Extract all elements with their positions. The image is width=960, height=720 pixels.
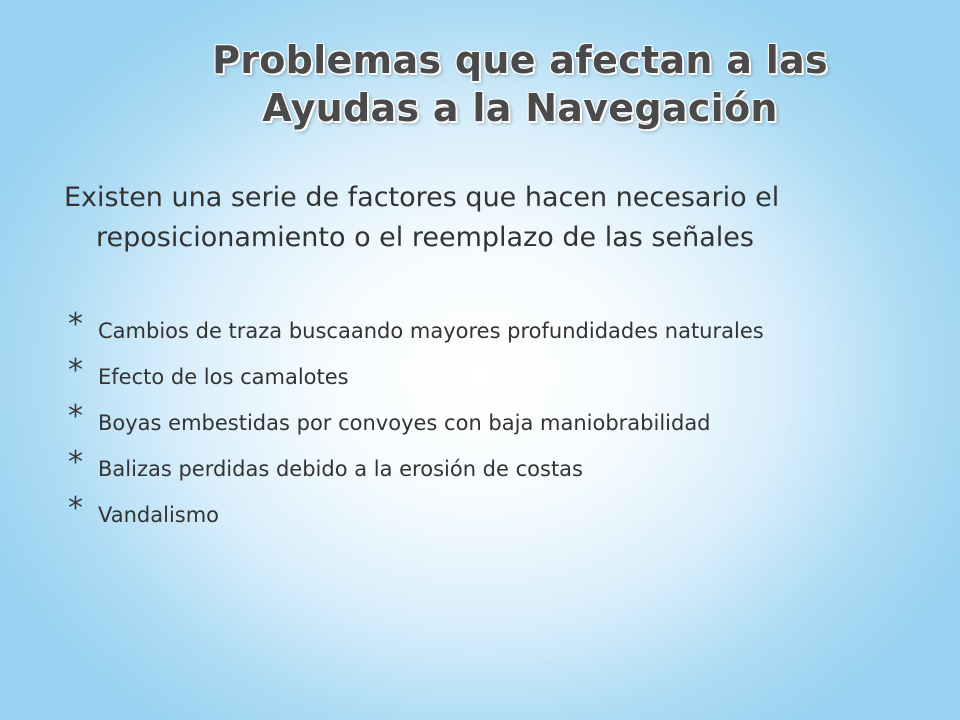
bullet-list bbox=[68, 307, 868, 546]
bullet-item bbox=[68, 353, 868, 392]
bullet-item bbox=[68, 307, 868, 346]
asterisk-bullet-icon: * bbox=[68, 307, 83, 342]
asterisk-bullet-icon: * bbox=[68, 353, 83, 388]
bullet-item bbox=[68, 399, 868, 438]
bullet-text: Boyas embestidas por convoyes con baja maniobrabilidad bbox=[98, 411, 711, 435]
bullet-text: Balizas perdidas debido a la erosión de costas bbox=[98, 457, 583, 481]
bullet-text: Cambios de traza buscaando mayores profundidades naturales bbox=[98, 319, 764, 343]
bullet-text: Efecto de los camalotes bbox=[98, 365, 349, 389]
asterisk-bullet-icon: * bbox=[68, 445, 83, 480]
slide-title bbox=[130, 36, 910, 132]
bullet-item bbox=[68, 445, 868, 484]
slide-title-line-1: Problemas que afectan a las bbox=[212, 38, 828, 82]
asterisk-bullet-icon: * bbox=[68, 399, 83, 434]
slide-title-line-2: Ayudas a la Navegación bbox=[262, 86, 778, 130]
asterisk-bullet-icon: * bbox=[68, 491, 83, 526]
intro-paragraph: Existen una serie de factores que hacen necesario el reposicionamiento o el reemplazo de las señales bbox=[64, 182, 780, 253]
bullet-item bbox=[68, 491, 868, 530]
bullet-text: Vandalismo bbox=[98, 503, 220, 527]
